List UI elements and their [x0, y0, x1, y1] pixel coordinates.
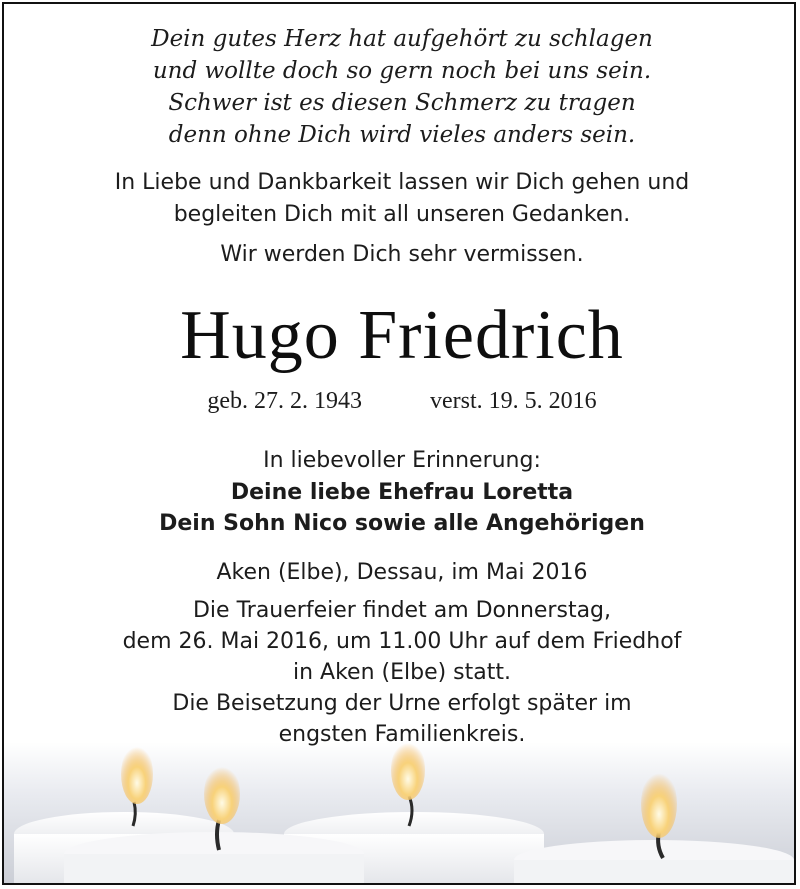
memory-intro: In liebevoller Erinnerung:	[263, 448, 541, 473]
obituary-notice	[2, 2, 796, 885]
death-date: verst. 19. 5. 2016	[430, 388, 597, 414]
farewell-line: begleiten Dich mit all unseren Gedanken.	[173, 202, 631, 227]
deceased-name: Hugo Friedrich	[180, 297, 624, 374]
funeral-line: in Aken (Elbe) statt.	[292, 660, 511, 685]
poem-line: und wollte doch so gern noch bei uns sein.	[152, 58, 652, 84]
funeral-line: Die Beisetzung der Urne erfolgt später im	[172, 691, 632, 716]
farewell-line: In Liebe und Dankbarkeit lassen wir Dich gehen und	[114, 170, 690, 195]
poem-line: denn ohne Dich wird vieles anders sein.	[168, 122, 636, 148]
candles-image	[4, 742, 796, 885]
funeral-line: Die Trauerfeier findet am Donnerstag,	[192, 598, 612, 623]
funeral-line: engsten Familienkreis.	[278, 722, 526, 747]
birth-date: geb. 27. 2. 1943	[207, 388, 362, 414]
mourner-line: Deine liebe Ehefrau Loretta	[230, 480, 574, 505]
mourner-line: Dein Sohn Nico sowie alle Angehörigen	[159, 511, 645, 536]
poem-line: Dein gutes Herz hat aufgehört zu schlagen	[151, 26, 653, 52]
place-date: Aken (Elbe), Dessau, im Mai 2016	[216, 560, 588, 585]
life-dates	[4, 388, 796, 415]
poem-line: Schwer ist es diesen Schmerz zu tragen	[168, 90, 636, 116]
miss-line: Wir werden Dich sehr vermissen.	[220, 242, 584, 267]
funeral-line: dem 26. Mai 2016, um 11.00 Uhr auf dem Friedhof	[122, 629, 682, 654]
